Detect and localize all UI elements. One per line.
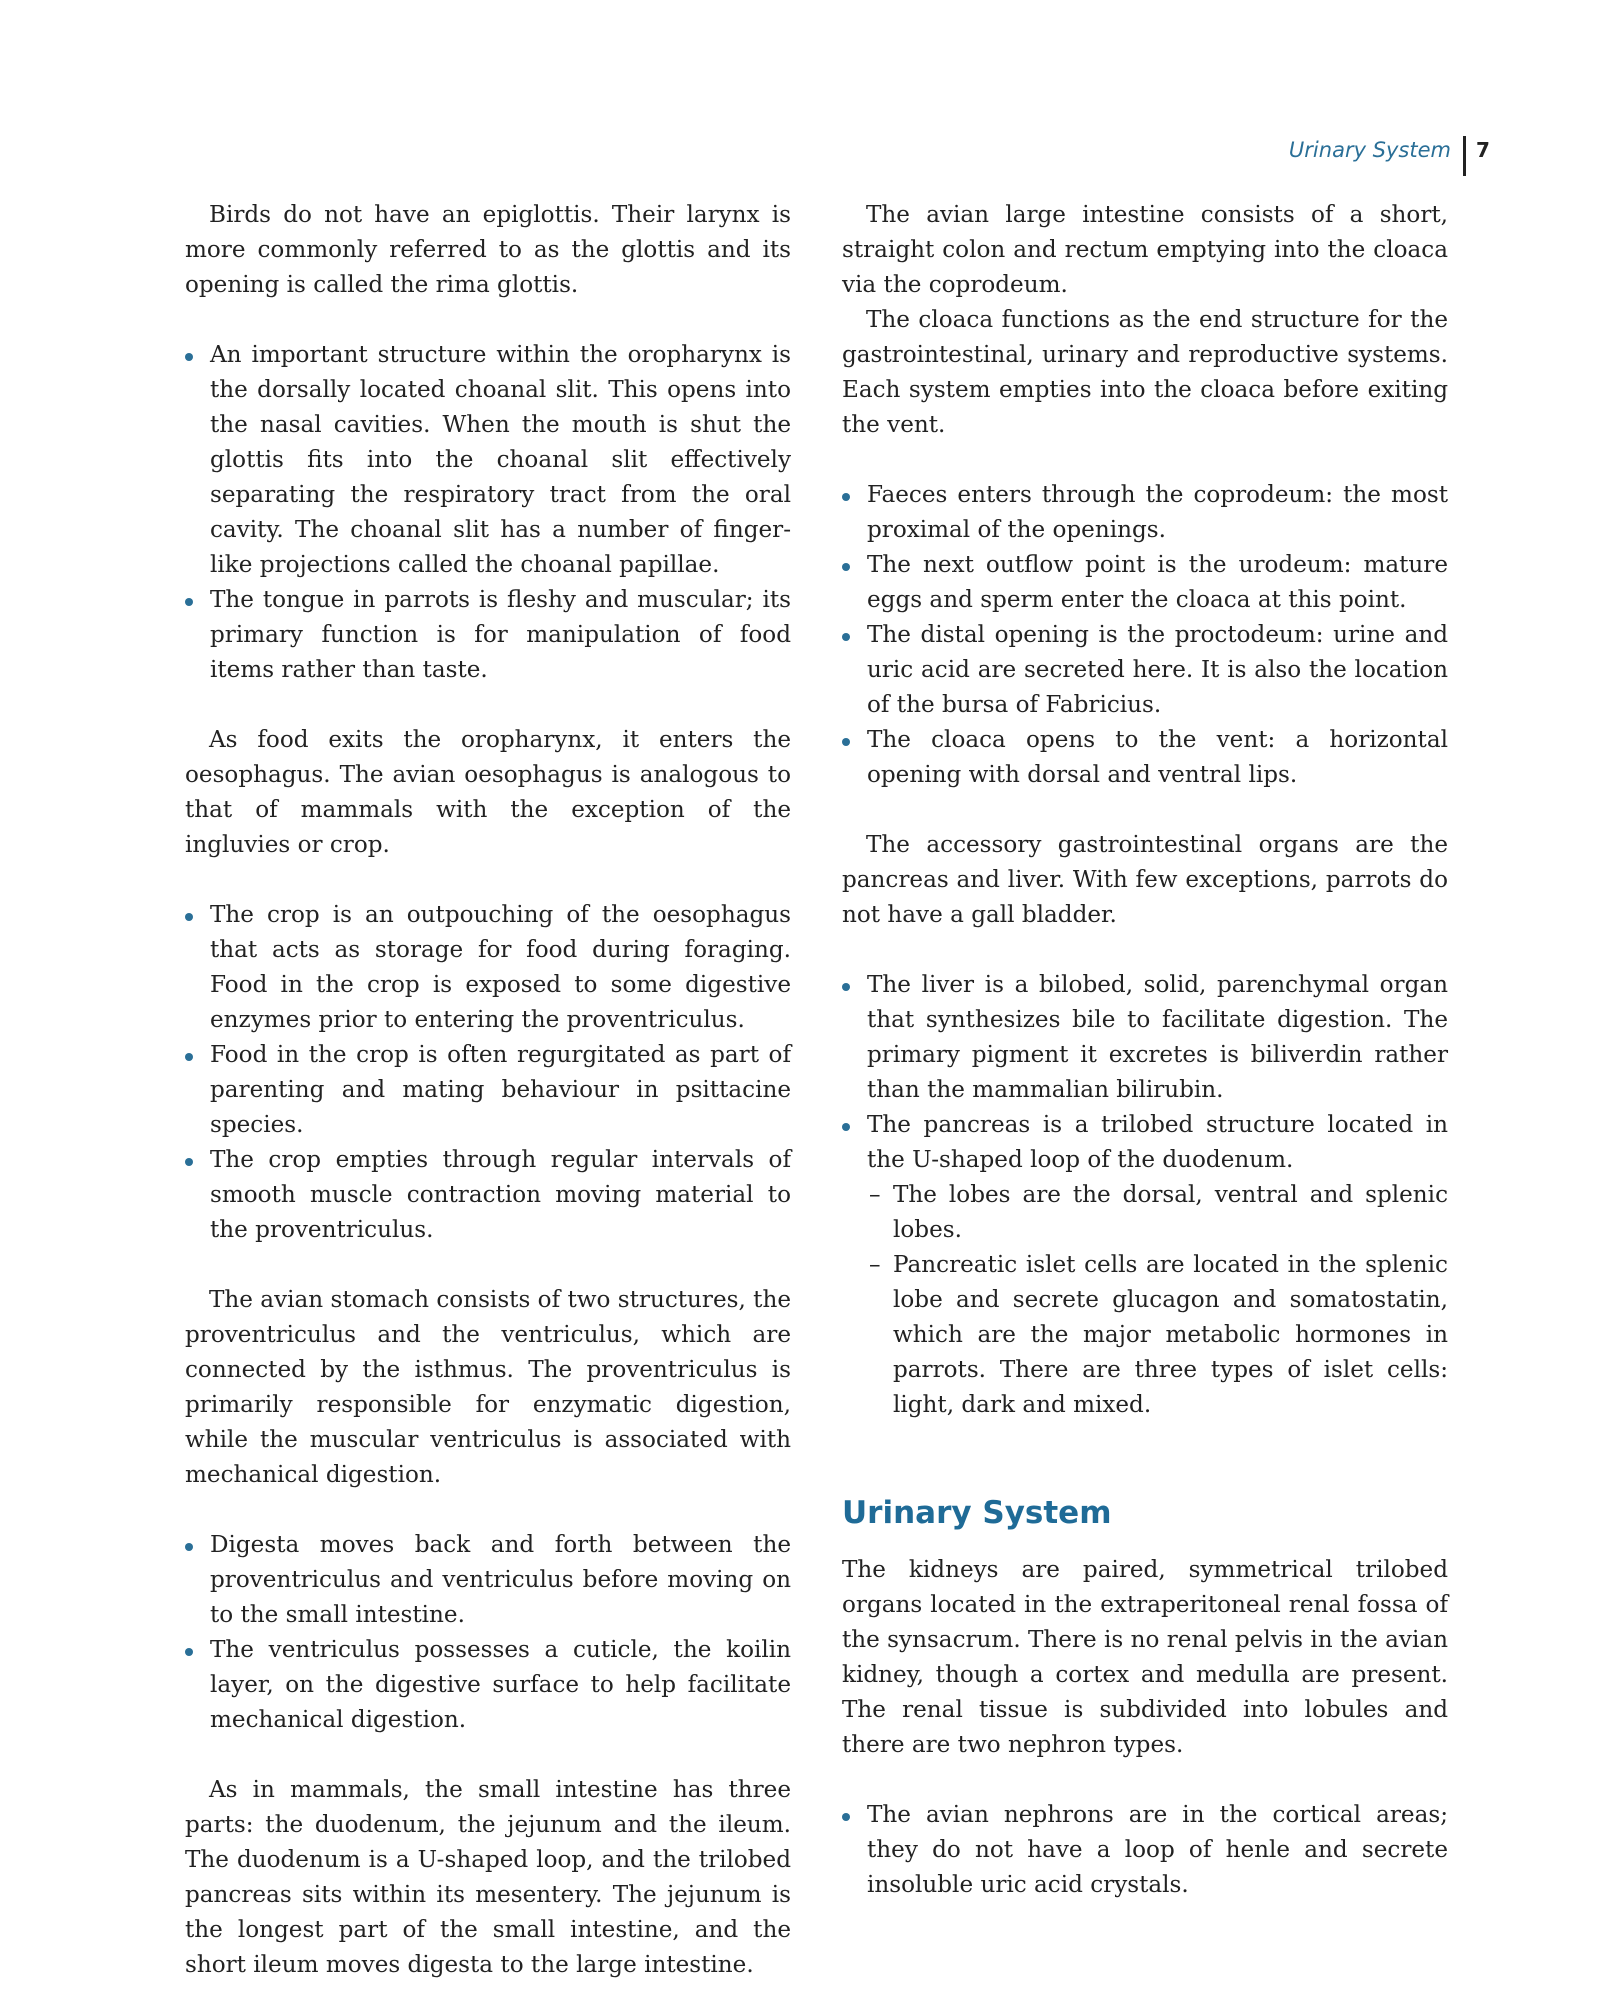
paragraph-kidneys: The kidneys are paired, symmetrical trilobed organs located in the extraperitoneal renal fossa of the synsacrum. There is no renal pelvis in the avian kidney, though a cortex and medulla are present. The renal tissue is subdivided into lobules and there are two nephron types.	[842, 1557, 1448, 1758]
list-item-text: An important structure within the oropharynx is the dorsally located choanal slit. This opens into the nasal cavities. When the mouth is shut the glottis fits into the choanal slit effectively separating the respiratory tract from the oral cavity. The choanal slit has a number of finger-like projections called the choanal papillae.	[210, 342, 791, 578]
list-item-text: The crop empties through regular intervals of smooth muscle contraction moving material to the proventriculus.	[210, 1147, 791, 1243]
list-item-text: The liver is a bilobed, solid, parenchymal organ that synthesizes bile to facilitate digestion. The primary pigment it excretes is biliverdin rather than the mammalian bilirubin.	[867, 972, 1448, 1103]
bullet-icon	[842, 983, 850, 991]
dash-icon: –	[869, 1252, 881, 1278]
bullet-icon	[185, 1543, 193, 1551]
list-item	[842, 968, 1448, 1108]
list-item	[842, 548, 1448, 618]
paragraph-large-intestine: The avian large intestine consists of a short, straight colon and rectum emptying into the cloaca via the coprodeum.	[842, 202, 1448, 298]
list-item	[185, 338, 791, 583]
list-item-text: The distal opening is the proctodeum: urine and uric acid are secreted here. It is also the location of the bursa of Fabricius.	[867, 622, 1448, 718]
right-column	[842, 198, 1448, 1903]
list-item-text: The ventriculus possesses a cuticle, the koilin layer, on the digestive surface to help facilitate mechanical digestion.	[210, 1637, 791, 1733]
list-item	[185, 898, 791, 1038]
bullet-icon	[185, 1053, 193, 1061]
list-item-text: The pancreas is a trilobed structure located in the U-shaped loop of the duodenum.	[867, 1112, 1448, 1173]
paragraph-accessory-organs: The accessory gastrointestinal organs are the pancreas and liver. With few exceptions, parrots do not have a gall bladder.	[842, 832, 1448, 928]
sublist-item-text: The lobes are the dorsal, ventral and splenic lobes.	[893, 1182, 1448, 1243]
list-item	[842, 618, 1448, 723]
sublist-item	[867, 1248, 1448, 1423]
paragraph-epiglottis: Birds do not have an epiglottis. Their larynx is more commonly referred to as the glottis and its opening is called the rima glottis.	[185, 202, 791, 298]
bullet-icon	[842, 563, 850, 571]
list-item-text: Digesta moves back and forth between the proventriculus and ventriculus before moving on to the small intestine.	[210, 1532, 791, 1628]
paragraph-stomach: The avian stomach consists of two structures, the proventriculus and the ventriculus, which are connected by the isthmus. The proventriculus is primarily responsible for enzymatic digestion, while the muscular ventriculus is associated with mechanical digestion.	[185, 1287, 791, 1488]
bullet-icon	[842, 633, 850, 641]
header-divider	[1463, 136, 1466, 176]
page-number: 7	[1476, 138, 1490, 162]
bullet-list-ventriculus	[185, 1528, 791, 1738]
list-item	[185, 1528, 791, 1633]
list-item	[185, 583, 791, 688]
bullet-list-nephrons	[842, 1798, 1448, 1903]
list-item	[842, 478, 1448, 548]
list-item-text: Food in the crop is often regurgitated as part of parenting and mating behaviour in psittacine species.	[210, 1042, 791, 1138]
paragraph-cloaca: The cloaca functions as the end structure for the gastrointestinal, urinary and reproductive systems. Each system empties into the cloaca before exiting the vent.	[842, 307, 1448, 438]
dash-sublist-pancreas	[867, 1178, 1448, 1423]
running-header	[0, 130, 1599, 180]
list-item-text: The tongue in parrots is fleshy and muscular; its primary function is for manipulation of food items rather than taste.	[210, 587, 791, 683]
paragraph-oesophagus: As food exits the oropharynx, it enters the oesophagus. The avian oesophagus is analogous to that of mammals with the exception of the ingluvies or crop.	[185, 727, 791, 858]
bullet-icon	[842, 738, 850, 746]
paragraph-small-intestine: As in mammals, the small intestine has three parts: the duodenum, the jejunum and the ileum. The duodenum is a U-shaped loop, and the trilobed pancreas sits within its mesentery. The jejunum is the longest part of the small intestine, and the short ileum moves digesta to the large intestine.	[185, 1777, 791, 1978]
list-item-text: The cloaca opens to the vent: a horizontal opening with dorsal and ventral lips.	[867, 727, 1448, 788]
list-item	[842, 1798, 1448, 1903]
bullet-icon	[842, 1813, 850, 1821]
list-item-text: The next outflow point is the urodeum: mature eggs and sperm enter the cloaca at this point.	[867, 552, 1448, 613]
list-item	[185, 1143, 791, 1248]
bullet-list-cloaca	[842, 478, 1448, 793]
sublist-item-text: Pancreatic islet cells are located in the splenic lobe and secrete glucagon and somatostatin, which are the major metabolic hormones in parrots. There are three types of islet cells: light, dark and mixed.	[893, 1252, 1448, 1418]
running-title: Urinary System	[1288, 138, 1451, 162]
bullet-list-crop	[185, 898, 791, 1248]
bullet-icon	[842, 493, 850, 501]
list-item	[842, 723, 1448, 793]
list-item-text: The avian nephrons are in the cortical areas; they do not have a loop of henle and secrete insoluble uric acid crystals.	[867, 1802, 1448, 1898]
bullet-icon	[842, 1123, 850, 1131]
list-item	[185, 1038, 791, 1143]
bullet-icon	[185, 598, 193, 606]
sublist-item	[867, 1178, 1448, 1248]
bullet-icon	[185, 1158, 193, 1166]
left-column	[185, 198, 791, 1983]
bullet-list-oropharynx	[185, 338, 791, 688]
bullet-icon	[185, 913, 193, 921]
list-item	[842, 1108, 1448, 1423]
bullet-list-liver-pancreas	[842, 968, 1448, 1423]
list-item-text: The crop is an outpouching of the oesophagus that acts as storage for food during foraging. Food in the crop is exposed to some digestive enzymes prior to entering the proventriculus.	[210, 902, 791, 1033]
section-heading-urinary-system: Urinary System	[842, 1495, 1112, 1531]
bullet-icon	[185, 353, 193, 361]
dash-icon: –	[869, 1182, 881, 1208]
list-item	[185, 1633, 791, 1738]
list-item-text: Faeces enters through the coprodeum: the most proximal of the openings.	[867, 482, 1448, 543]
bullet-icon	[185, 1648, 193, 1656]
